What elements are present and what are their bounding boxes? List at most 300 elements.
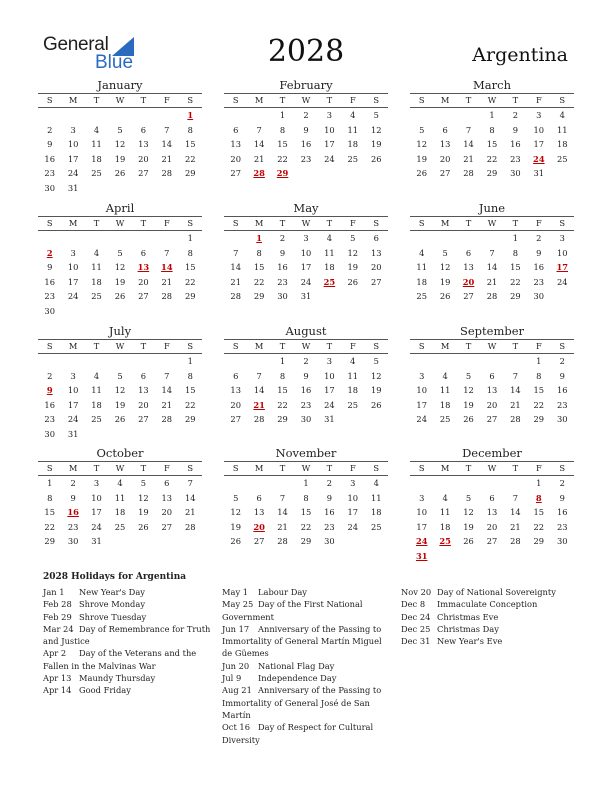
day-cell: 15: [300, 507, 312, 517]
day-cell: [61, 354, 84, 369]
day-cell: 11: [416, 262, 427, 272]
day-cell: 28: [161, 168, 173, 178]
day-cell: 3: [70, 370, 76, 381]
holiday-item: [43, 647, 215, 672]
day-cell: [410, 476, 433, 491]
day-cell: 28: [253, 414, 265, 424]
week-row: [38, 412, 202, 427]
weekday-label: S: [46, 463, 53, 473]
day-cell: [341, 289, 364, 304]
day-cell: 19: [114, 276, 126, 287]
day-cell: 10: [556, 247, 568, 258]
week-row: [224, 275, 388, 290]
weekday-label: S: [232, 341, 239, 351]
weekday-header: [224, 339, 388, 354]
holiday-name: Shrove Monday: [79, 599, 146, 610]
month-title: January: [97, 78, 143, 92]
month-april: [38, 201, 202, 318]
day-cell: 7: [187, 478, 193, 488]
day-cell: 6: [164, 478, 170, 488]
weekday-label: S: [559, 218, 566, 228]
weekday-label: M: [68, 463, 78, 473]
day-cell: 12: [230, 507, 241, 517]
weekday-header: [410, 216, 574, 231]
day-cell: 4: [419, 247, 425, 258]
day-cell: 23: [510, 153, 521, 164]
day-cell: 2: [70, 478, 76, 488]
day-cell: 1: [303, 478, 309, 488]
holiday-item: [401, 586, 581, 598]
week-row: [410, 476, 574, 491]
day-cell: 25: [556, 153, 568, 164]
week-row: [38, 520, 202, 535]
week-row: [224, 534, 388, 549]
weekday-label: S: [46, 218, 53, 228]
day-cell: 9: [70, 492, 76, 503]
day-cell: [551, 549, 574, 564]
weekday-label: S: [46, 95, 53, 105]
week-row: [410, 289, 574, 304]
day-cell: 3: [326, 110, 333, 120]
weekday-label: F: [349, 341, 356, 351]
day-cell: 27: [161, 521, 173, 532]
day-cell: 9: [326, 492, 333, 503]
holiday-name: Christmas Day: [437, 623, 499, 634]
holiday-date: Dec 8: [401, 599, 426, 610]
day-cell: [247, 354, 270, 369]
weekday-label: W: [301, 95, 311, 105]
day-cell: 8: [512, 247, 519, 258]
day-cell: 22: [184, 399, 196, 410]
day-cell: 23: [44, 291, 55, 301]
weekday-label: M: [68, 95, 78, 105]
day-cell: 9: [512, 124, 519, 135]
week-row: [38, 289, 202, 304]
weekday-label: M: [68, 218, 78, 228]
day-cell: 29: [510, 291, 521, 301]
day-cell: 26: [114, 414, 126, 424]
day-cell: [341, 166, 364, 181]
weekday-label: T: [326, 218, 333, 228]
day-cell: [433, 354, 456, 369]
day-cell: 15: [510, 262, 521, 272]
holiday-day-cell: 13: [137, 262, 150, 272]
day-cell: 30: [556, 414, 568, 424]
weekday-label: T: [93, 95, 100, 105]
holiday-date: Dec 25: [401, 623, 431, 634]
holiday-date: Apr 2: [43, 648, 67, 659]
day-cell: 19: [370, 385, 382, 395]
month-title: July: [108, 324, 132, 338]
day-cell: 4: [559, 110, 565, 120]
month-october: [38, 446, 202, 549]
header: [0, 0, 612, 80]
day-cell: 7: [489, 247, 495, 258]
holiday-day-cell: 20: [462, 276, 475, 287]
weekday-label: W: [487, 218, 497, 228]
day-cell: [85, 108, 108, 123]
weekday-label: T: [512, 218, 519, 228]
holiday-item: [401, 623, 581, 635]
day-cell: 26: [416, 168, 427, 178]
day-cell: 3: [93, 478, 100, 488]
holiday-item: [401, 635, 581, 647]
day-cell: 14: [510, 385, 521, 395]
day-cell: 30: [44, 428, 55, 439]
week-row: [38, 505, 202, 520]
weekday-label: S: [187, 95, 194, 105]
day-cell: 13: [486, 385, 498, 395]
weekday-label: F: [163, 95, 170, 105]
day-cell: 12: [439, 262, 451, 272]
day-cell: 23: [277, 276, 288, 287]
day-cell: 16: [44, 153, 55, 164]
day-cell: 4: [442, 370, 448, 381]
day-cell: [132, 181, 155, 196]
day-cell: 13: [370, 247, 382, 258]
day-cell: [61, 231, 84, 246]
day-cell: 23: [556, 521, 568, 532]
day-cell: 8: [256, 247, 262, 258]
day-cell: 25: [439, 414, 451, 424]
holiday-date: Apr 14: [43, 685, 72, 696]
day-cell: 21: [510, 399, 521, 410]
weekday-label: T: [140, 95, 147, 105]
day-cell: 3: [419, 492, 425, 503]
day-cell: [365, 534, 388, 549]
day-cell: 3: [536, 110, 542, 120]
day-cell: 16: [44, 399, 55, 410]
day-cell: 13: [253, 507, 265, 517]
week-row: [38, 534, 202, 549]
holiday-date: May 25: [222, 599, 254, 610]
day-cell: 7: [164, 247, 170, 258]
day-cell: 3: [350, 478, 356, 488]
month-title: December: [462, 446, 522, 460]
day-cell: [247, 108, 270, 123]
week-row: [38, 181, 202, 196]
day-cell: 27: [230, 414, 241, 424]
week-row: [410, 275, 574, 290]
day-cell: 5: [465, 492, 472, 503]
day-cell: 4: [93, 370, 100, 381]
day-cell: 19: [370, 139, 382, 149]
day-cell: 16: [44, 276, 55, 287]
weekday-label: W: [301, 341, 311, 351]
weekday-label: F: [349, 95, 356, 105]
week-row: [410, 534, 574, 549]
day-cell: 5: [465, 370, 472, 381]
day-cell: 1: [47, 478, 53, 488]
day-cell: 6: [442, 124, 448, 135]
day-cell: 7: [512, 492, 519, 503]
weekday-label: F: [163, 218, 170, 228]
holiday-item: [222, 623, 394, 660]
day-cell: 3: [70, 124, 76, 135]
weekday-label: M: [440, 218, 450, 228]
day-cell: 30: [67, 536, 79, 546]
day-cell: 1: [536, 356, 542, 366]
weekday-label: T: [93, 341, 100, 351]
weekday-label: T: [512, 341, 519, 351]
day-cell: 12: [138, 492, 149, 503]
day-cell: 5: [442, 247, 448, 258]
month-title: June: [478, 201, 506, 215]
day-cell: 7: [465, 124, 472, 135]
day-cell: 31: [67, 428, 79, 439]
week-row: [38, 427, 202, 442]
day-cell: [85, 354, 108, 369]
day-cell: 17: [416, 521, 427, 532]
day-cell: 21: [510, 521, 521, 532]
day-cell: 27: [253, 536, 265, 546]
day-cell: [224, 231, 247, 246]
day-cell: [61, 304, 84, 319]
day-cell: 7: [512, 370, 519, 381]
day-cell: [132, 354, 155, 369]
day-cell: 22: [486, 153, 498, 164]
weekday-label: T: [465, 341, 472, 351]
day-cell: 30: [556, 536, 568, 546]
day-cell: 11: [114, 492, 126, 503]
day-cell: 16: [300, 139, 312, 149]
holiday-date: Nov 20: [401, 587, 432, 597]
day-cell: 9: [303, 124, 309, 135]
day-cell: 13: [138, 385, 149, 395]
weekday-label: S: [418, 463, 425, 473]
day-cell: 29: [184, 414, 196, 424]
month-june: [410, 201, 574, 304]
holiday-day-cell: 1: [256, 233, 263, 243]
day-cell: 20: [138, 399, 149, 410]
week-row: [38, 354, 202, 369]
holiday-date: Aug 21: [222, 685, 252, 696]
holiday-item: [43, 623, 215, 648]
day-cell: 20: [370, 262, 382, 272]
holiday-item: [222, 684, 394, 721]
day-cell: 7: [279, 492, 286, 503]
week-row: [410, 246, 574, 261]
day-cell: 9: [279, 247, 286, 258]
day-cell: 6: [233, 124, 239, 135]
day-cell: 18: [347, 385, 359, 395]
day-cell: 20: [138, 153, 149, 164]
day-cell: 12: [416, 139, 427, 149]
day-cell: 10: [533, 124, 545, 135]
day-cell: 31: [91, 536, 102, 546]
weekday-label: M: [254, 463, 264, 473]
day-cell: 19: [138, 507, 149, 517]
week-row: [410, 491, 574, 506]
month-title: February: [279, 78, 333, 92]
month-may: [224, 201, 388, 304]
day-cell: 10: [324, 370, 335, 381]
day-cell: 10: [67, 385, 79, 395]
day-cell: [132, 534, 155, 549]
day-cell: 22: [300, 521, 312, 532]
day-cell: 18: [114, 507, 126, 517]
day-cell: 8: [303, 492, 309, 503]
brand-name-blue: Blue: [95, 52, 134, 73]
day-cell: 18: [91, 276, 102, 287]
holiday-day-cell: 14: [161, 262, 173, 272]
weekday-label: T: [93, 463, 100, 473]
day-cell: 27: [230, 168, 241, 178]
day-cell: 19: [347, 262, 359, 272]
day-cell: 11: [347, 124, 359, 135]
day-cell: 17: [67, 399, 79, 410]
day-cell: 2: [559, 356, 565, 366]
day-cell: 5: [419, 124, 425, 135]
month-title: May: [293, 201, 319, 215]
weekday-label: T: [512, 463, 519, 473]
weekday-label: S: [373, 95, 380, 105]
day-cell: 22: [533, 399, 545, 410]
day-cell: 29: [44, 536, 55, 546]
weekday-label: T: [279, 95, 286, 105]
day-cell: 13: [486, 507, 498, 517]
day-cell: [155, 108, 178, 123]
day-cell: 30: [324, 536, 335, 546]
week-row: [38, 398, 202, 413]
day-cell: [108, 231, 131, 246]
day-cell: 11: [324, 247, 335, 258]
day-cell: 19: [439, 276, 451, 287]
day-cell: [155, 304, 178, 319]
day-cell: 21: [161, 153, 173, 164]
day-cell: [504, 476, 527, 491]
week-row: [38, 275, 202, 290]
day-cell: 26: [463, 536, 474, 546]
weekday-label: T: [279, 341, 286, 351]
week-row: [38, 491, 202, 506]
weekday-label: W: [115, 95, 125, 105]
day-cell: 17: [67, 276, 79, 287]
day-cell: 9: [47, 139, 53, 149]
week-row: [38, 152, 202, 167]
holiday-date: May 1: [222, 587, 249, 597]
week-row: [410, 152, 574, 167]
day-cell: 31: [67, 182, 79, 193]
day-cell: 23: [533, 276, 545, 287]
day-cell: 25: [347, 153, 359, 164]
day-cell: 17: [324, 385, 335, 395]
week-row: [224, 152, 388, 167]
day-cell: [504, 354, 527, 369]
day-cell: [433, 108, 456, 123]
day-cell: 13: [230, 385, 241, 395]
week-row: [410, 369, 574, 384]
weekday-label: S: [418, 95, 425, 105]
weekday-header: [410, 93, 574, 108]
day-cell: 7: [233, 247, 239, 258]
day-cell: 10: [324, 124, 335, 135]
holiday-item: [401, 598, 581, 610]
holiday-day-cell: 21: [253, 399, 265, 410]
day-cell: 27: [463, 291, 474, 301]
week-row: [224, 383, 388, 398]
holiday-name: New Year's Day: [79, 587, 145, 597]
day-cell: 4: [93, 247, 100, 258]
day-cell: 29: [486, 168, 498, 178]
holiday-name: Anniversary of the Passing to Immortality of General Martín Miguel de Güemes: [222, 623, 382, 659]
week-row: [224, 369, 388, 384]
day-cell: 23: [67, 521, 79, 532]
week-row: [224, 246, 388, 261]
holiday-item: [43, 611, 215, 623]
day-cell: 12: [463, 507, 474, 517]
day-cell: 24: [67, 291, 79, 301]
day-cell: 25: [91, 168, 102, 178]
day-cell: 8: [47, 492, 53, 503]
day-cell: 28: [486, 291, 498, 301]
day-cell: [224, 108, 247, 123]
day-cell: 27: [138, 414, 149, 424]
day-cell: 20: [161, 507, 173, 517]
day-cell: 15: [184, 385, 196, 395]
weekday-label: M: [440, 463, 450, 473]
day-cell: [132, 108, 155, 123]
holiday-date: Dec 31: [401, 636, 431, 647]
week-row: [224, 108, 388, 123]
holiday-name: Independence Day: [258, 673, 337, 684]
week-row: [410, 412, 574, 427]
day-cell: 8: [187, 247, 193, 258]
day-cell: [457, 108, 480, 123]
holiday-date: Feb 29: [43, 611, 72, 622]
holiday-date: Dec 24: [401, 611, 431, 622]
day-cell: 16: [556, 507, 568, 517]
day-cell: 7: [256, 124, 262, 135]
week-row: [38, 231, 202, 246]
day-cell: 29: [184, 291, 196, 301]
day-cell: 15: [44, 507, 55, 517]
holiday-name: Christmas Eve: [437, 611, 499, 622]
day-cell: 4: [117, 478, 123, 488]
day-cell: 26: [114, 168, 126, 178]
day-cell: 20: [138, 276, 149, 287]
day-cell: 17: [67, 153, 79, 164]
week-row: [38, 137, 202, 152]
holiday-item: [43, 684, 215, 696]
day-cell: 25: [91, 414, 102, 424]
day-cell: 22: [184, 276, 196, 287]
week-row: [224, 231, 388, 246]
day-cell: 28: [463, 168, 474, 178]
day-cell: 16: [300, 385, 312, 395]
day-cell: 29: [533, 414, 545, 424]
holiday-day-cell: 25: [439, 536, 451, 546]
day-cell: [38, 231, 61, 246]
day-cell: [108, 304, 131, 319]
week-row: [224, 123, 388, 138]
brand-name-general: General: [43, 34, 109, 55]
day-cell: [155, 427, 178, 442]
weekday-label: T: [93, 218, 100, 228]
day-cell: 10: [300, 247, 312, 258]
day-cell: 24: [324, 399, 335, 410]
weekday-label: S: [187, 463, 194, 473]
day-cell: 2: [512, 110, 519, 120]
day-cell: 24: [416, 414, 427, 424]
day-cell: 2: [47, 370, 53, 381]
holiday-day-cell: 24: [533, 153, 545, 164]
day-cell: [179, 304, 202, 319]
day-cell: 21: [230, 276, 241, 287]
day-cell: 16: [324, 507, 335, 517]
day-cell: 14: [184, 492, 196, 503]
day-cell: 2: [559, 478, 565, 488]
